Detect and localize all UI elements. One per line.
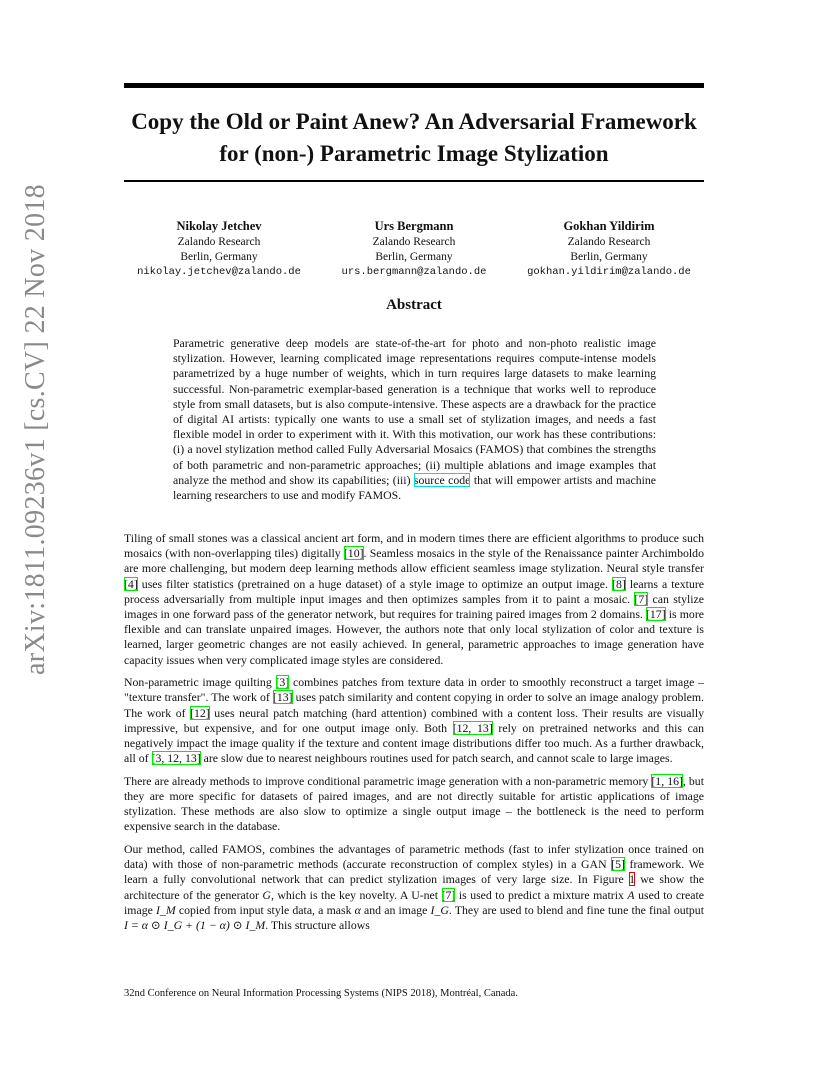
author-name: Gokhan Yildirim [563,219,655,233]
author-email[interactable]: urs.bergmann@zalando.de [341,266,487,278]
author-location: Berlin, Germany [180,251,258,263]
author-email[interactable]: nikolay.jetchev@zalando.de [137,266,301,278]
citation-link[interactable]: [8] [612,576,626,591]
math-symbol: I_M [156,902,176,917]
paragraph: Tiling of small stones was a classical ancient art form, and in modern times there are efficient algorithms to produce such mosaics (with non-overlapping tiles) digitally [10]. Seamless mosaics in the style of the Renaissance painter Archimboldo are more challenging, but modern deep learning methods allow efficient seamless image stylization. Neural style transfer [4] uses filter statistics (pretrained on a huge dataset) of a style image to optimize an output image. [8] learns a texture process adversarially from multiple input images and then optimizes samples from it to paint a mosaic. [7] can stylize images in one forward pass of the generator network, but requires for training paired images from 2 domains. [17] is more flexible and can translate unpaired images. However, the authors note that only local stylization of color and texture is learned, larger geometric changes are not easily achieved. In general, parametric approaches to image generation have capacity issues when very complicated image styles are considered. [124,531,705,667]
author-name: Nikolay Jetchev [176,219,262,233]
body-text [124,531,704,941]
author-block [124,218,704,280]
arxiv-stamp: arXiv:1811.09236v1 [cs.CV] 22 Nov 2018 [20,184,51,675]
author-affiliation: Zalando Research [567,236,651,248]
math-symbol: A [627,887,635,902]
abstract-heading: Abstract [386,297,442,313]
paragraph: There are already methods to improve conditional parametric image generation with a non-parametric memory [1, 16], but they are more specific for datasets of paired images, and are not directly suitable for artistic applications of image stylization. These methods are also slow to optimize a single output image – the bottleneck is the need to perform expensive search in the database. [124,773,704,834]
paragraph: Non-parametric image quilting [3] combines patches from texture data in order to smoothly reconstruct a target image – "texture transfer". The work of [13] uses patch similarity and content copying in order to solve an image analogy problem. The work of [12] uses neural patch matching (hard attention) combined with a content loss. Their results are visually impressive, but expensive, and for one output image only. Both [12, 13] rely on pretrained networks and this can negatively impact the image quality if the texture and content image distributions differ too much. As a further drawback, all of [3, 12, 13] are slow due to nearest neighbours routines used for patch search, and cannot scale to large images. [124,675,705,766]
author-name: Urs Bergmann [374,219,454,233]
paragraph: Our method, called FAMOS, combines the advantages of parametric methods (fast to infer stylization once trained on data) with those of non-parametric methods (accurate reconstruction of complex styles) in a GAN [5] framework. We learn a fully convolutional network that can predict stylization images of very large size. In Figure 1 we show the architecture of the generator G, which is the key novelty. A U-net [7] is used to predict a mixture matrix A used to create image I_M copied from input style data, a mask α and an image I_G. They are used to blend and fine tune the final output I = α ⊙ I_G + (1 − α) ⊙ I_M. This structure allows [124,842,705,933]
math-symbol: I_G [430,902,449,917]
figure-link[interactable]: 1 [629,872,635,887]
citation-link[interactable]: [1, 16] [651,773,683,788]
source-code-link[interactable]: source code [413,472,471,487]
author-location: Berlin, Germany [570,251,648,263]
citation-link[interactable]: [10] [343,546,364,561]
conference-footnote: 32nd Conference on Neural Information Processing Systems (NIPS 2018), Montréal, Canada. [124,988,518,999]
citation-link[interactable]: [7] [441,887,456,902]
author-affiliation: Zalando Research [177,236,261,248]
citation-link[interactable]: [13] [272,690,293,705]
title-top-rule [124,83,704,88]
citation-link[interactable]: [5] [611,857,625,872]
author-location: Berlin, Germany [375,251,453,263]
citation-link[interactable]: [12] [190,705,210,720]
author-card [514,218,704,280]
author-card [124,218,314,280]
citation-link[interactable]: [3, 12, 13] [151,751,201,766]
citation-link[interactable]: [4] [124,576,138,591]
author-affiliation: Zalando Research [372,236,456,248]
math-symbol: α [354,902,361,917]
author-email[interactable]: gokhan.yildirim@zalando.de [527,266,691,278]
math-equation: I = α ⊙ I_G + (1 − α) ⊙ I_M [124,918,266,933]
citation-link[interactable]: [17] [645,607,666,622]
abstract-text: Parametric generative deep models are state-of-the-art for photo and non-photo realistic image stylization. However, learning complicated image representations requires compute-intense models parametrized by a huge number of weights, which in turn requires large datasets to make learning successful. Non-parametric exemplar-based generation is a technique that works well to reproduce style from small datasets, but is also compute-intensive. These aspects are a drawback for the practice of digital AI artists: typically one wants to use a small set of stylization images, and needs a fast flexible model in order to experiment with it. With this motivation, our work has these contributions: (i) a novel stylization method called Fully Adversarial Mosaics (FAMOS) that combines the strengths of both parametric and non-parametric approaches; (ii) multiple ablations and image examples that analyze the method and show its capabilities; (iii) source code that will empower artists and machine learning researchers to use and modify FAMOS. [173,336,657,503]
citation-link[interactable]: [7] [634,591,649,606]
title-bottom-rule [124,180,704,182]
paper-title: Copy the Old or Paint Anew? An Adversarial Framework for (non-) Parametric Image Stylization [131,109,697,166]
citation-link[interactable]: [3] [275,675,290,690]
citation-link[interactable]: [12, 13] [452,720,493,735]
author-card [319,218,509,280]
math-symbol: G [262,887,271,902]
